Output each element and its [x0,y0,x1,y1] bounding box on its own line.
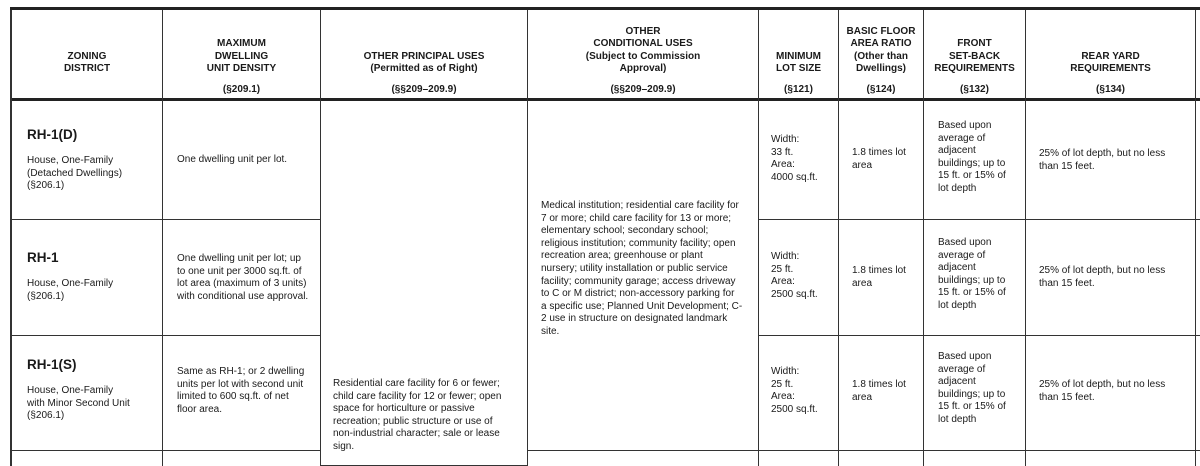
header-ref: (§124) [866,83,896,95]
header-ref: (§§209–209.9) [391,83,457,95]
zone-description: House, One-Family with Minor Second Unit (§206.1) [27,385,130,422]
header-label: MAXIMUM DWELLING UNIT DENSITY [206,38,277,74]
col-divider [1195,10,1196,466]
density-cell: One dwelling unit per lot; up to one unit per 3000 sq.ft. of lot area (maximum of 3 units) with conditional use approval. [177,253,309,302]
zoning-cell [27,357,159,423]
header-label: FRONT SET-BACK REQUIREMENTS [934,38,1015,74]
zone-description: House, One-Family (§206.1) [27,278,114,302]
front-setback-cell: Based upon average of adjacent buildings; up to 15 ft. or 15% of lot depth [938,237,1006,311]
density-cell: Same as RH-1; or 2 dwelling units per lot with second unit limited to 600 sq.ft. of net floor area. [177,366,305,415]
header-label: MINIMUM LOT SIZE [776,50,821,74]
header-ref: (§209.1) [222,83,261,95]
row-divider [10,335,320,336]
header-label: BASIC FLOOR AREA RATIO (Other than Dwellings) [846,25,916,74]
header-ref: (§132) [960,83,989,95]
header-min-lot-size [759,12,838,96]
principal-uses-cell: Residential care facility for 6 or fewer; child care facility for 12 or fewer; open space for horticulture or passive recreation; public structure or use of non-industrial character; sale or lease sign. [333,378,502,452]
header-ref: (§§209–209.9) [610,83,676,95]
header-label: ZONING DISTRICT [63,50,111,74]
zone-code: RH-1 [27,250,59,265]
rear-yard-cell: 25% of lot depth, but no less than 15 feet. [1039,379,1166,403]
header-label: OTHER PRINCIPAL USES (Permitted as of Right) [363,50,485,74]
density-cell: One dwelling unit per lot. [177,154,288,165]
row-divider [758,219,1200,220]
header-label: OTHER CONDITIONAL USES (Subject to Commission Approval) [585,25,701,74]
lot-size-cell: Width: 25 ft. Area: 2500 sq.ft. [771,251,818,300]
lot-size-cell: Width: 25 ft. Area: 2500 sq.ft. [771,366,818,415]
header-ref: (§134) [1096,83,1125,95]
zoning-cell [27,127,159,193]
header-zoning-district [12,12,162,96]
far-cell: 1.8 times lot area [852,265,906,289]
header-principal-uses [321,12,527,96]
far-cell: 1.8 times lot area [852,379,906,403]
header-floor-area-ratio [839,12,923,96]
table-top-border [10,7,1200,10]
front-setback-cell: Based upon average of adjacent buildings; up to 15 ft. or 15% of lot depth [938,120,1006,194]
rear-yard-cell: 25% of lot depth, but no less than 15 feet. [1039,148,1166,172]
front-setback-cell: Based upon average of adjacent buildings; up to 15 ft. or 15% of lot depth [938,351,1006,425]
rear-yard-cell: 25% of lot depth, but no less than 15 feet. [1039,265,1166,289]
header-conditional-uses [528,12,758,96]
lot-size-cell: Width: 33 ft. Area: 4000 sq.ft. [771,134,818,183]
header-front-setback [924,12,1025,96]
row-divider [10,219,320,220]
row-divider [10,450,320,451]
zone-code: RH-1(D) [27,127,78,142]
zone-description: House, One-Family (Detached Dwellings) (§206.1) [27,155,123,192]
header-rear-yard [1026,12,1195,96]
row-divider [527,450,758,451]
header-label: REAR YARD REQUIREMENTS [1070,50,1151,74]
zoning-cell [27,250,159,303]
conditional-uses-cell: Medical institution; residential care facility for 7 or more; child care facility for 13 or more; elementary school; secondary school; religious institution; community facility; open recreation area; greenhouse or plant nursery; utility installation or public service facility; community garage; access driveway to C or M district; non-accessory parking for a specific use; Planned Unit Development; C- 2 use in structure on designated landmark site. [541,200,743,337]
header-max-density [163,12,320,96]
far-cell: 1.8 times lot area [852,147,906,171]
zone-code: RH-1(S) [27,357,77,372]
row-divider [758,335,1200,336]
row-divider [758,450,1200,451]
header-bottom-border [10,98,1200,101]
header-ref: (§121) [784,83,813,95]
